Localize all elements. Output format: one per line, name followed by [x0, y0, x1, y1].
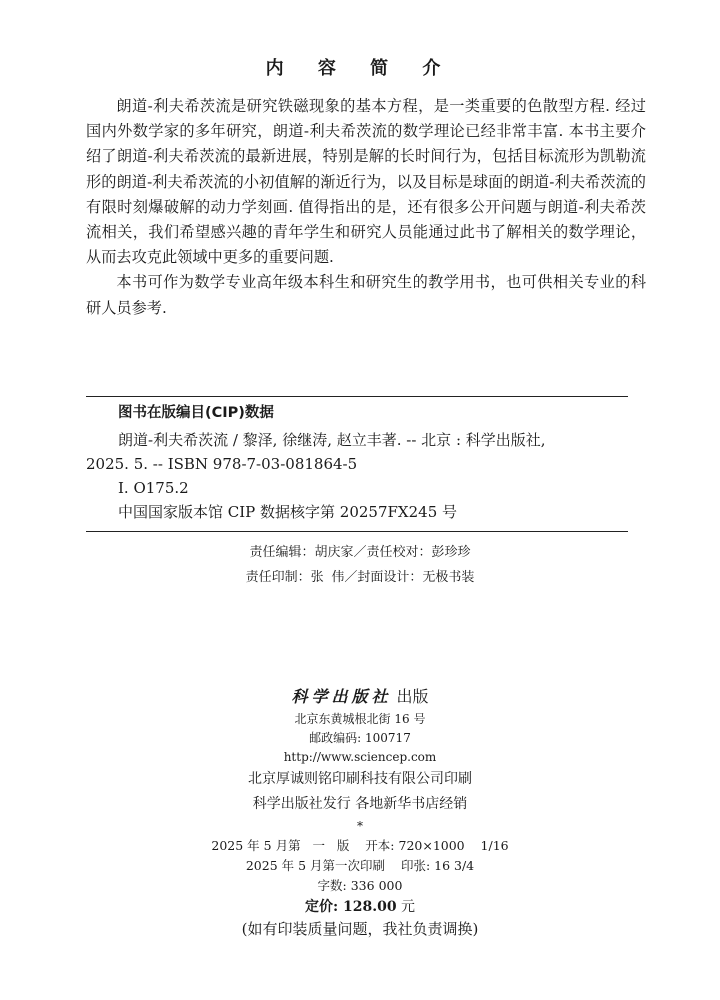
price-value: 128.00 [343, 899, 397, 915]
cip-top-rule [86, 396, 628, 397]
postcode: 邮政编码: 100717 [309, 731, 411, 745]
printing-line: 2025 年 5 月第一次印刷 印张: 16 3/4 [245, 858, 475, 873]
price-line [0, 896, 720, 918]
publisher-suffix: 出版 [396, 687, 429, 706]
price-label: 定价: [304, 899, 343, 915]
website: http://www.sciencep.com [283, 750, 437, 764]
edition-line: 2025 年 5 月第 一 版 开本: 720×1000 1/16 [211, 838, 509, 853]
publisher-address: 北京东黄城根北街 16 号 [294, 712, 426, 726]
publisher-line [0, 684, 720, 710]
quality-note: (如有印装质量问题，我社负责调换) [241, 920, 479, 938]
printer: 北京厚诚则铭印刷科技有限公司印刷 [248, 771, 472, 787]
staff-line-2: 责任印制：张 伟／封面设计：无极书装 [245, 570, 475, 585]
staff-line-1: 责任编辑：胡庆家／责任校对：彭珍珍 [249, 545, 471, 560]
abstract-paragraph-2: 本书可作为数学专业高年级本科生和研究生的教学用书，也可供相关专业的科研人员参考. [86, 273, 646, 317]
word-count: 字数: 336 000 [317, 878, 403, 893]
cip-line-1: 朗道-利夫希茨流 / 黎泽, 徐继涛, 赵立丰著. -- 北京 : 科学出版社, [118, 431, 546, 449]
cip-block [86, 428, 646, 524]
publisher-logo: 科学出版社 [291, 687, 392, 706]
cip-line-2: 2025. 5. -- ISBN 978-7-03-081864-5 [86, 455, 358, 473]
separator-star: * [357, 819, 363, 833]
cip-bottom-rule [86, 531, 628, 532]
cip-heading: 图书在版编目(CIP)数据 [118, 405, 274, 421]
distribution: 科学出版社发行 各地新华书店经销 [252, 796, 468, 812]
price-unit: 元 [396, 899, 416, 915]
abstract [86, 94, 646, 321]
abstract-paragraph-1: 朗道-利夫希茨流是研究铁磁现象的基本方程，是一类重要的色散型方程. 经过国内外数学家的多年研究，朗道-利夫希茨流的数学理论已经非常丰富. 本书主要介绍了朗道-利夫希茨流的最新进展，特别是解的长时间行为，包括目标流形为凯勒流形的朗道-利夫希茨流的小初值解的渐近行为，以及目标是球面的朗道-利夫希茨流的有限时刻爆破解的动力学刻画. 值得指出的是，还有很多公开问题与朗道-利夫希茨流相关，我们希望感兴趣的青年学生和研究人员能通过此书了解相关的数学理论，从而去攻克此领域中更多的重要问题. [86, 97, 646, 267]
colophon [0, 684, 720, 940]
page-title: 内 容 简 介 [265, 58, 455, 79]
cip-line-4: 中国国家版本馆 CIP 数据核字第 20257FX245 号 [118, 503, 458, 521]
cip-line-3: Ⅰ. O175.2 [118, 479, 189, 497]
